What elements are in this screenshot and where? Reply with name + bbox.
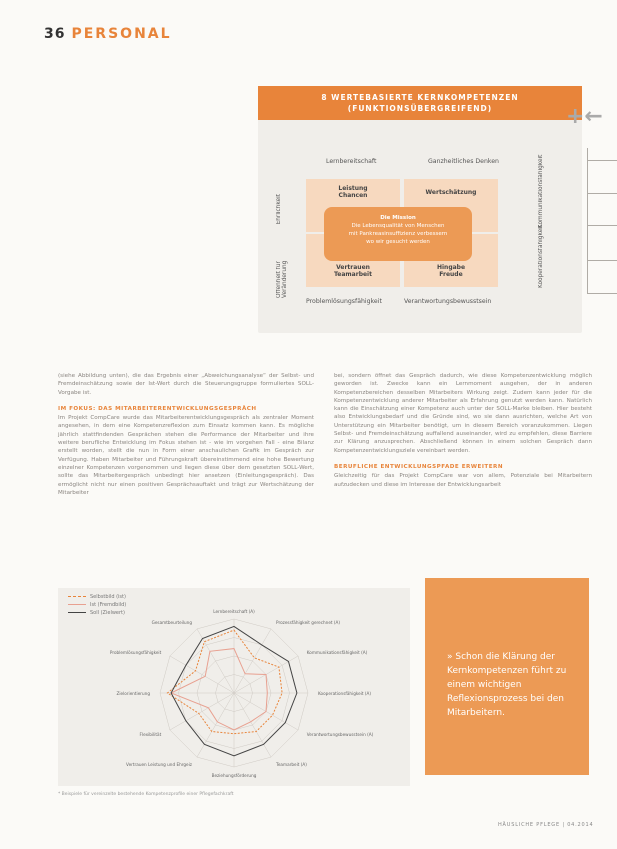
mission-line1: Die Lebensqualität von Menschen xyxy=(351,223,445,229)
cell-trust: Vertrauen Teamarbeit xyxy=(306,234,400,287)
paragraph: (siehe Abbildung unten), die das Ergebnis einer „Abweichungsanalyse“ der Selbst- und Fremdeinschätzung sowie der Ist-Wert durch die Steuerungsgruppe formuliertes SOLL-Vorgabe ist. xyxy=(58,373,314,396)
axis-label: Kooperationsfähigkeit (A) xyxy=(318,691,372,696)
page-footer: HÄUSLICHE PFLEGE | 04.2014 xyxy=(498,822,594,828)
label-left-top: Ehrlichkeit xyxy=(276,194,282,225)
legend-label: Ist (Fremdbild) xyxy=(90,602,127,608)
axis-line xyxy=(170,693,234,730)
label-top-left: Lernbereitschaft xyxy=(326,158,377,165)
axis-label: Prozessfähigkeit gerechnet (A) xyxy=(276,619,341,625)
subheading: BERUFLICHE ENTWICKLUNGSPFADE ERWEITERN xyxy=(334,463,504,470)
diagram-title-line1: 8 WERTEBASIERTE KERNKOMPETENZEN xyxy=(321,93,519,102)
diagram-title xyxy=(258,86,582,120)
axis-label: Problemlösungsfähigkeit xyxy=(109,650,162,655)
label-right-top: Kommunikationsfähigkeit xyxy=(538,154,544,228)
axis-label: Gesamtbeurteilung xyxy=(151,619,192,625)
diagram-title-line2: (FUNKTIONSÜBERGREIFEND) xyxy=(347,104,493,113)
chart-caption: * Beispiele für vereinzelte bestehende Kompetenzprofile einer Pflegefachkraft xyxy=(58,792,234,797)
competency-diagram xyxy=(258,86,582,333)
quote-callout xyxy=(425,578,589,775)
quote-text: » Schon die Klärung der Kernkompetenzen führt zu einem wichtigen Reflexionsprozess bei den Mitarbeitern. xyxy=(447,652,567,718)
section-title: PERSONAL xyxy=(71,26,172,42)
legend-label: Selbstbild (ist) xyxy=(90,594,126,600)
text-column-right xyxy=(334,372,592,489)
label-bottom-right: Verantwortungsbewusstsein xyxy=(404,298,492,305)
label-bottom-left: Problemlösungsfähigkeit xyxy=(306,298,382,305)
label-top-right: Ganzheitliches Denken xyxy=(428,158,499,165)
radar-chart xyxy=(58,588,410,786)
axis-line xyxy=(197,693,234,757)
page-number: 36 xyxy=(44,26,66,42)
cell-performance: Leistung Chancen xyxy=(306,179,400,232)
radar-plot xyxy=(58,588,410,786)
mission-box xyxy=(324,207,472,261)
axis-label: Verantwortungsbewusstsein (A) xyxy=(306,732,374,737)
cell-dedication: Hingabe Freude xyxy=(404,234,498,287)
axis-label: Teamarbeit (A) xyxy=(276,762,307,768)
paragraph: Gleichzeitig für das Projekt CompCare war von allem, Potenziale bei Mitarbeitern aufzudecken und diese im Interesse der Entwicklungsarbeit xyxy=(334,473,592,488)
subheading: IM FOKUS: DAS MITARBEITERENTWICKLUNGSGESPRÄCH xyxy=(58,405,257,412)
paragraph: bei, sondern öffnet das Gespräch dadurch, wie diese Kompetenzentwicklung möglich geworden ist. Zwecke kann ein Lernmoment ausgehen, der in anderen Kompetenzbereichen desselben Mitarbeiters Wirkung zeigt. Zudem kann jeder für die Kompetenzentwicklung anderer Mitarbeiter als Erfahrung genutzt werden kann. Natürlich kann die Einschätzung einer Kompetenz auch unter der SOLL-Marke bleiben. Hier besteht also Entwicklungsbedarf und die Gründe sind, wo sie dann ausrichten, welche Art von Unterstützung ein Mitarbeiter benötigt, um in diesem Bereich voranzukommen. Liegen Selbst- und Fremdeinschätzung auffallend auseinander, wird zu empfehlen, diese Barriere zur Klärung anzusprechen. Abschließend können in einem solchen Gespräch dann Kompetenzentwicklungsziele vereinbart werden. xyxy=(334,373,592,454)
text-column-left xyxy=(58,372,314,497)
mission-line3: wo wir gesucht werden xyxy=(366,239,430,245)
cell-appreciation: Wertschätzung xyxy=(404,179,498,232)
page-header xyxy=(44,26,172,42)
label-left-bottom: Offenheit für Veränderung xyxy=(276,260,288,298)
axis-label: Beziehungsförderung xyxy=(211,773,257,778)
axis-line xyxy=(234,693,271,757)
axis-label: Kommunikationsfähigkeit (A) xyxy=(306,650,368,655)
legend-label: Soll (Zielwert) xyxy=(90,610,125,616)
axis-label: Lernbereitschaft (A) xyxy=(213,609,255,614)
axis-line xyxy=(170,656,234,693)
mission-title: Die Mission xyxy=(380,215,416,221)
axis-label: Flexibilität xyxy=(139,732,162,737)
label-right-bottom: Kooperationsfähigkeit xyxy=(538,224,544,288)
axis-label: Vertrauen Leistung und Ehrgeiz xyxy=(126,762,192,768)
mission-line2: mit Pankreasinsuffizienz verbessern xyxy=(348,231,448,237)
axis-label: Zielorientierung xyxy=(116,691,150,696)
paragraph: Im Projekt CompCare wurde das Mitarbeiterentwicklungsgespräch als zentraler Moment angesehen, in dem eine Kompetenzreflexion zum Einsatz kommen kann. Es mögliche jährlich stattfindenden Gesprächen stehen die Performance der Mitarbeiter und ihre weitere berufliche Entwicklung im Fokus stehen ist - wie im vorgehen Fall - eine Bilanz erstellt worden, stellt die nun in Form einer anschaulichen Grafik im Gespräch zur Verfügung. Haben Mitarbeiter und Führungskraft übereinstimmend eine hohe Bewertung einzelner Kompetenzen vorgenommen und liegen diese über dem gesetzten SOLL-Wert, sollte das Mitarbeitergespräch unbedingt hier ansetzen (Einleitungsgespräch). Das ermöglicht nicht nur einen positiven Gesprächsauftakt und trägt zur Wertschätzung der Mitarbeiter xyxy=(58,415,314,496)
plus-arrow-icon: +← xyxy=(566,104,603,129)
